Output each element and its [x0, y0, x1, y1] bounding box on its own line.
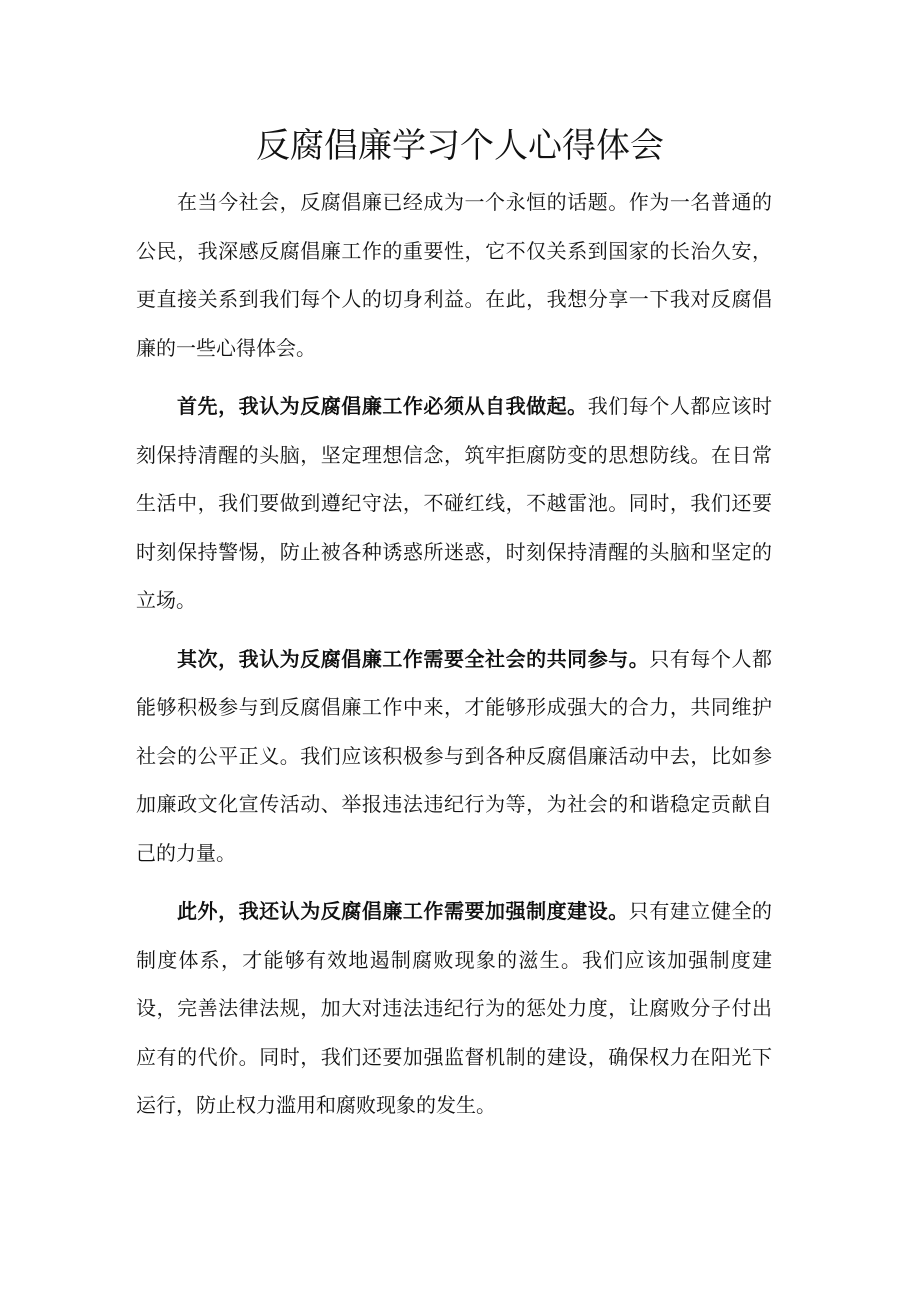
- paragraph-lead: 首先，我认为反腐倡廉工作必须从自我做起。: [177, 394, 588, 418]
- document-body: [136, 178, 772, 1140]
- paragraph-text: 只有每个人都能够积极参与到反腐倡廉工作中来，才能够形成强大的合力，共同维护社会的公平正义。我们应该积极参与到各种反腐倡廉活动中去，比如参加廉政文化宣传活动、举报违法违纪行为等，为社会的和谐稳定贡献自己的力量。: [136, 646, 773, 865]
- paragraph-third-point: [136, 887, 772, 1130]
- paragraph-text: 只有建立健全的制度体系，才能够有效地遏制腐败现象的滋生。我们应该加强制度建设，完善法律法规，加大对违法违纪行为的惩处力度，让腐败分子付出应有的代价。同时，我们还要加强监督机制的建设，确保权力在阳光下运行，防止权力滥用和腐败现象的发生。: [136, 899, 773, 1117]
- paragraph-lead: 此外，我还认为反腐倡廉工作需要加强制度建设。: [177, 899, 629, 923]
- paragraph-intro: [136, 178, 772, 372]
- document-title: 反腐倡廉学习个人心得体会: [256, 126, 664, 166]
- paragraph-text: 在当今社会，反腐倡廉已经成为一个永恒的话题。作为一名普通的公民，我深感反腐倡廉工作的重要性，它不仅关系到国家的长治久安，更直接关系到我们每个人的切身利益。在此，我想分享一下我对反腐倡廉的一些心得体会。: [136, 190, 772, 360]
- paragraph-text: 我们每个人都应该时刻保持清醒的头脑，坚定理想信念，筑牢拒腐防变的思想防线。在日常生活中，我们要做到遵纪守法，不碰红线，不越雷池。同时，我们还要时刻保持警惕，防止被各种诱惑所迷惑，时刻保持清醒的头脑和坚定的立场。: [136, 394, 773, 612]
- paragraph-lead: 其次，我认为反腐倡廉工作需要全社会的共同参与。: [177, 646, 650, 671]
- paragraph-second-point: [136, 635, 772, 878]
- paragraph-first-point: [136, 382, 772, 625]
